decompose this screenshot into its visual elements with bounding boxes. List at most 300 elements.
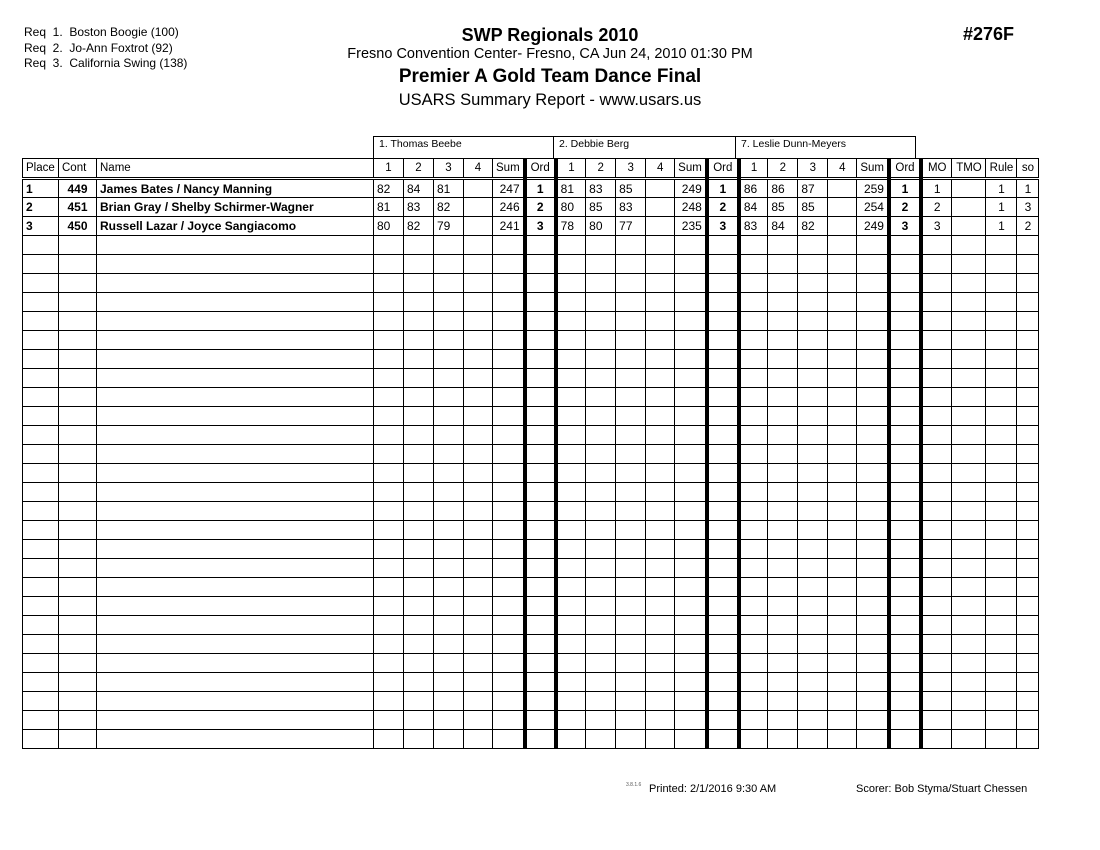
- mo-cell: [921, 236, 952, 255]
- empty-row: [23, 692, 1039, 711]
- score-3-cell: [616, 274, 646, 293]
- score-1-cell: [739, 350, 768, 369]
- ord-cell: [889, 426, 921, 445]
- place-cell: [23, 255, 59, 274]
- score-1-cell: [739, 559, 768, 578]
- place-cell: [23, 388, 59, 407]
- sum-cell: [675, 540, 707, 559]
- sum-cell: [675, 312, 707, 331]
- sum-cell: [675, 426, 707, 445]
- empty-row: [23, 521, 1039, 540]
- score-4-cell: [646, 673, 675, 692]
- j2-col-4: 4: [646, 159, 675, 179]
- mo-cell: [921, 730, 952, 749]
- sum-cell: [493, 350, 525, 369]
- score-2-cell: [768, 521, 798, 540]
- j2-col-ord: Ord: [707, 159, 739, 179]
- ord-cell: [889, 502, 921, 521]
- score-3-cell: [798, 711, 828, 730]
- score-1-cell: [374, 464, 404, 483]
- score-1-cell: [374, 559, 404, 578]
- score-1-cell: [374, 616, 404, 635]
- score-1-cell: [556, 540, 586, 559]
- score-3-cell: [434, 597, 464, 616]
- empty-row: [23, 331, 1039, 350]
- score-4-cell: [464, 312, 493, 331]
- sum-cell: [857, 635, 889, 654]
- score-1-cell: 81: [556, 179, 586, 198]
- score-4-cell: [646, 255, 675, 274]
- sum-cell: [493, 559, 525, 578]
- ord-cell: [525, 236, 556, 255]
- score-2-cell: [404, 426, 434, 445]
- rule-cell: [986, 711, 1017, 730]
- score-4-cell: [464, 274, 493, 293]
- score-3-cell: [434, 673, 464, 692]
- score-1-cell: [374, 483, 404, 502]
- score-1-cell: [374, 236, 404, 255]
- ord-cell: [707, 236, 739, 255]
- score-3-cell: 79: [434, 217, 464, 236]
- score-3-cell: [798, 673, 828, 692]
- score-3-cell: [616, 616, 646, 635]
- score-2-cell: [404, 312, 434, 331]
- cont-cell: [59, 369, 97, 388]
- scorer-names: Scorer: Bob Styma/Stuart Chessen: [856, 783, 1028, 795]
- score-1-cell: [739, 293, 768, 312]
- score-2-cell: [768, 711, 798, 730]
- sum-cell: [857, 521, 889, 540]
- name-cell: [97, 445, 374, 464]
- score-4-cell: [646, 578, 675, 597]
- ord-cell: [889, 293, 921, 312]
- score-2-cell: [404, 369, 434, 388]
- score-2-cell: [768, 426, 798, 445]
- ord-cell: 1: [889, 179, 921, 198]
- col-rule: Rule: [986, 159, 1017, 179]
- name-cell: [97, 255, 374, 274]
- ord-cell: [525, 673, 556, 692]
- score-4-cell: [828, 179, 857, 198]
- rule-cell: [986, 692, 1017, 711]
- request-1: Req 1. Boston Boogie (100): [24, 25, 179, 39]
- score-1-cell: [739, 388, 768, 407]
- empty-row: [23, 236, 1039, 255]
- name-cell: [97, 578, 374, 597]
- rule-cell: [986, 426, 1017, 445]
- score-4-cell: [464, 445, 493, 464]
- j2-col-1: 1: [556, 159, 586, 179]
- score-1-cell: [556, 502, 586, 521]
- score-1-cell: [556, 559, 586, 578]
- competition-title: SWP Regionals 2010: [461, 25, 639, 45]
- ord-cell: 2: [707, 198, 739, 217]
- ord-cell: [707, 654, 739, 673]
- cont-cell: 449: [59, 179, 97, 198]
- score-2-cell: [768, 369, 798, 388]
- venue-line: Fresno Convention Center- Fresno, CA Jun 24, 2010 01:30 PM: [347, 46, 753, 62]
- score-3-cell: [434, 312, 464, 331]
- ord-cell: [707, 274, 739, 293]
- mo-cell: [921, 616, 952, 635]
- score-3-cell: [616, 388, 646, 407]
- place-cell: [23, 483, 59, 502]
- sum-cell: [857, 673, 889, 692]
- place-cell: [23, 331, 59, 350]
- rule-cell: [986, 388, 1017, 407]
- score-1-cell: [739, 502, 768, 521]
- ord-cell: [707, 692, 739, 711]
- score-1-cell: [374, 540, 404, 559]
- tmo-cell: [952, 673, 986, 692]
- tmo-cell: [952, 692, 986, 711]
- score-3-cell: [434, 711, 464, 730]
- ord-cell: [889, 711, 921, 730]
- score-3-cell: [798, 730, 828, 749]
- name-cell: [97, 293, 374, 312]
- ord-cell: [707, 312, 739, 331]
- score-2-cell: [586, 426, 616, 445]
- ord-cell: 2: [889, 198, 921, 217]
- score-3-cell: [798, 559, 828, 578]
- tmo-cell: [952, 369, 986, 388]
- score-4-cell: [646, 540, 675, 559]
- ord-cell: [525, 559, 556, 578]
- score-1-cell: [374, 654, 404, 673]
- sum-cell: [493, 502, 525, 521]
- score-1-cell: [556, 597, 586, 616]
- score-4-cell: [464, 388, 493, 407]
- empty-row: [23, 483, 1039, 502]
- table-row: [23, 179, 1039, 198]
- mo-cell: [921, 540, 952, 559]
- ord-cell: [707, 521, 739, 540]
- cont-cell: [59, 350, 97, 369]
- score-3-cell: [798, 274, 828, 293]
- rule-cell: [986, 597, 1017, 616]
- score-4-cell: [464, 483, 493, 502]
- so-cell: [1017, 445, 1039, 464]
- score-4-cell: [828, 673, 857, 692]
- ord-cell: [707, 483, 739, 502]
- place-cell: [23, 730, 59, 749]
- score-2-cell: 84: [768, 217, 798, 236]
- score-2-cell: [768, 673, 798, 692]
- score-1-cell: [739, 407, 768, 426]
- cont-cell: [59, 502, 97, 521]
- score-3-cell: [616, 578, 646, 597]
- cont-cell: [59, 540, 97, 559]
- score-1-cell: [556, 350, 586, 369]
- cont-cell: [59, 445, 97, 464]
- ord-cell: 2: [525, 198, 556, 217]
- ord-cell: [525, 597, 556, 616]
- score-2-cell: [768, 616, 798, 635]
- sum-cell: [675, 350, 707, 369]
- ord-cell: [707, 407, 739, 426]
- score-4-cell: [464, 711, 493, 730]
- ord-cell: [889, 483, 921, 502]
- cont-cell: [59, 521, 97, 540]
- score-2-cell: [404, 711, 434, 730]
- mo-cell: [921, 255, 952, 274]
- ord-cell: [707, 388, 739, 407]
- empty-row: [23, 293, 1039, 312]
- sum-cell: [675, 255, 707, 274]
- event-number: #276F: [963, 24, 1015, 44]
- score-1-cell: [556, 673, 586, 692]
- score-3-cell: [616, 559, 646, 578]
- score-4-cell: [646, 388, 675, 407]
- score-3-cell: 81: [434, 179, 464, 198]
- ord-cell: [525, 692, 556, 711]
- score-1-cell: 80: [374, 217, 404, 236]
- score-3-cell: [798, 293, 828, 312]
- score-1-cell: [739, 616, 768, 635]
- score-2-cell: [586, 464, 616, 483]
- name-cell: [97, 616, 374, 635]
- ord-cell: [889, 559, 921, 578]
- ord-cell: [707, 730, 739, 749]
- cont-cell: [59, 236, 97, 255]
- name-cell: [97, 692, 374, 711]
- so-cell: [1017, 578, 1039, 597]
- score-1-cell: [739, 483, 768, 502]
- sum-cell: [857, 540, 889, 559]
- sum-cell: [857, 692, 889, 711]
- score-4-cell: [464, 692, 493, 711]
- name-cell: [97, 654, 374, 673]
- name-cell: [97, 407, 374, 426]
- score-4-cell: [464, 369, 493, 388]
- tmo-cell: [952, 388, 986, 407]
- ord-cell: [525, 388, 556, 407]
- sum-cell: [857, 350, 889, 369]
- tmo-cell: [952, 293, 986, 312]
- score-2-cell: 80: [586, 217, 616, 236]
- score-3-cell: [434, 730, 464, 749]
- score-4-cell: [828, 559, 857, 578]
- score-3-cell: [798, 255, 828, 274]
- so-cell: [1017, 350, 1039, 369]
- name-cell: Brian Gray / Shelby Schirmer-Wagner: [97, 198, 374, 217]
- score-4-cell: [828, 445, 857, 464]
- empty-row: [23, 388, 1039, 407]
- score-3-cell: [616, 445, 646, 464]
- score-2-cell: [768, 654, 798, 673]
- rule-cell: [986, 331, 1017, 350]
- ord-cell: [707, 635, 739, 654]
- score-3-cell: [616, 426, 646, 445]
- ord-cell: [707, 464, 739, 483]
- cont-cell: [59, 388, 97, 407]
- mo-cell: [921, 331, 952, 350]
- sum-cell: [493, 293, 525, 312]
- name-cell: [97, 597, 374, 616]
- tmo-cell: [952, 331, 986, 350]
- score-1-cell: [556, 692, 586, 711]
- score-2-cell: [768, 293, 798, 312]
- score-4-cell: [828, 654, 857, 673]
- score-4-cell: [464, 578, 493, 597]
- mo-cell: [921, 312, 952, 331]
- score-4-cell: [464, 350, 493, 369]
- mo-cell: [921, 654, 952, 673]
- score-1-cell: [374, 578, 404, 597]
- rule-cell: [986, 559, 1017, 578]
- score-4-cell: [646, 730, 675, 749]
- score-1-cell: [739, 578, 768, 597]
- score-4-cell: [464, 654, 493, 673]
- tmo-cell: [952, 236, 986, 255]
- score-2-cell: [404, 521, 434, 540]
- score-2-cell: [404, 445, 434, 464]
- cont-cell: [59, 635, 97, 654]
- so-cell: [1017, 331, 1039, 350]
- score-4-cell: [464, 217, 493, 236]
- ord-cell: 1: [525, 179, 556, 198]
- sum-cell: [675, 730, 707, 749]
- score-2-cell: [768, 445, 798, 464]
- score-2-cell: [768, 597, 798, 616]
- ord-cell: [707, 502, 739, 521]
- tmo-cell: [952, 597, 986, 616]
- sum-cell: [857, 388, 889, 407]
- mo-cell: [921, 559, 952, 578]
- score-3-cell: [434, 616, 464, 635]
- score-2-cell: [768, 255, 798, 274]
- name-cell: [97, 350, 374, 369]
- score-4-cell: [464, 331, 493, 350]
- so-cell: 2: [1017, 217, 1039, 236]
- mo-cell: [921, 673, 952, 692]
- score-2-cell: [404, 559, 434, 578]
- name-cell: [97, 673, 374, 692]
- score-4-cell: [464, 502, 493, 521]
- score-4-cell: [828, 730, 857, 749]
- place-cell: [23, 464, 59, 483]
- score-3-cell: [616, 236, 646, 255]
- score-4-cell: [828, 464, 857, 483]
- score-3-cell: [434, 331, 464, 350]
- name-cell: [97, 464, 374, 483]
- place-cell: [23, 293, 59, 312]
- ord-cell: [707, 255, 739, 274]
- score-2-cell: 84: [404, 179, 434, 198]
- score-2-cell: [404, 293, 434, 312]
- col-cont: Cont: [59, 159, 97, 179]
- score-1-cell: [374, 692, 404, 711]
- score-3-cell: [616, 692, 646, 711]
- mo-cell: [921, 293, 952, 312]
- score-3-cell: [616, 730, 646, 749]
- sum-cell: [857, 578, 889, 597]
- request-3: Req 3. California Swing (138): [24, 56, 188, 70]
- score-4-cell: [828, 616, 857, 635]
- cont-cell: [59, 331, 97, 350]
- place-cell: [23, 711, 59, 730]
- tmo-cell: [952, 483, 986, 502]
- place-cell: [23, 692, 59, 711]
- score-3-cell: [798, 597, 828, 616]
- name-cell: James Bates / Nancy Manning: [97, 179, 374, 198]
- so-cell: [1017, 711, 1039, 730]
- ord-cell: [525, 312, 556, 331]
- score-1-cell: [556, 483, 586, 502]
- sum-cell: [857, 236, 889, 255]
- name-cell: [97, 274, 374, 293]
- score-1-cell: [556, 521, 586, 540]
- empty-row: [23, 312, 1039, 331]
- cont-cell: [59, 597, 97, 616]
- score-1-cell: [739, 540, 768, 559]
- so-cell: [1017, 312, 1039, 331]
- score-2-cell: [768, 312, 798, 331]
- ord-cell: [889, 597, 921, 616]
- ord-cell: [707, 445, 739, 464]
- sum-cell: 254: [857, 198, 889, 217]
- name-cell: [97, 331, 374, 350]
- rule-cell: 1: [986, 179, 1017, 198]
- sum-cell: [493, 483, 525, 502]
- place-cell: [23, 635, 59, 654]
- score-2-cell: [404, 236, 434, 255]
- mo-cell: [921, 521, 952, 540]
- judge-header-3: 7. Leslie Dunn-Meyers: [735, 136, 916, 158]
- tmo-cell: [952, 407, 986, 426]
- name-cell: [97, 559, 374, 578]
- j3-col-3: 3: [798, 159, 828, 179]
- sum-cell: [857, 654, 889, 673]
- ord-cell: [889, 331, 921, 350]
- ord-cell: [889, 255, 921, 274]
- score-4-cell: [464, 293, 493, 312]
- empty-row: [23, 540, 1039, 559]
- score-4-cell: [828, 521, 857, 540]
- sum-cell: [675, 331, 707, 350]
- score-2-cell: [404, 502, 434, 521]
- score-3-cell: 82: [798, 217, 828, 236]
- so-cell: [1017, 502, 1039, 521]
- rule-cell: [986, 521, 1017, 540]
- empty-row: [23, 464, 1039, 483]
- sum-cell: [675, 274, 707, 293]
- tmo-cell: [952, 502, 986, 521]
- score-1-cell: [556, 236, 586, 255]
- sum-cell: [675, 502, 707, 521]
- score-3-cell: [434, 540, 464, 559]
- tmo-cell: [952, 578, 986, 597]
- so-cell: [1017, 654, 1039, 673]
- rule-cell: [986, 540, 1017, 559]
- sum-cell: 246: [493, 198, 525, 217]
- sum-cell: [493, 730, 525, 749]
- empty-row: [23, 673, 1039, 692]
- ord-cell: [707, 578, 739, 597]
- score-2-cell: [404, 407, 434, 426]
- place-cell: [23, 654, 59, 673]
- score-1-cell: [556, 293, 586, 312]
- score-2-cell: [586, 540, 616, 559]
- score-3-cell: [798, 445, 828, 464]
- so-cell: [1017, 388, 1039, 407]
- score-2-cell: [404, 673, 434, 692]
- sum-cell: [493, 274, 525, 293]
- score-2-cell: 86: [768, 179, 798, 198]
- ord-cell: [707, 559, 739, 578]
- score-4-cell: [464, 597, 493, 616]
- score-4-cell: [828, 388, 857, 407]
